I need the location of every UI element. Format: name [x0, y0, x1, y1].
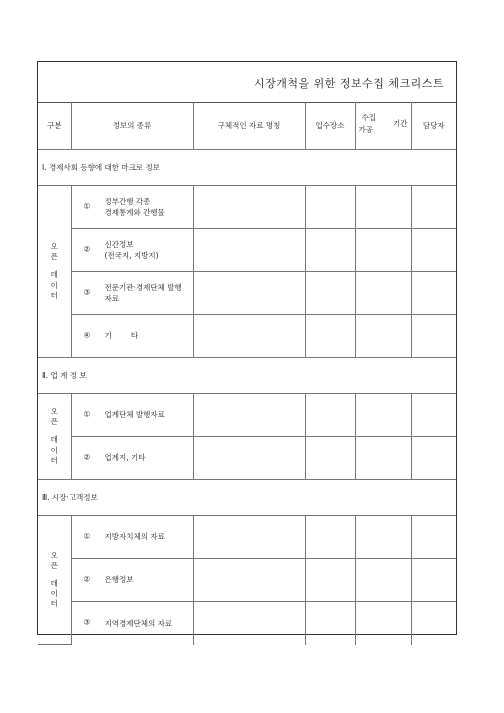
collect-period-cell[interactable]: [355, 516, 411, 559]
table-row: [38, 186, 456, 229]
group-label-char: 픈: [50, 417, 58, 427]
group-label-char: 오: [50, 242, 58, 252]
group-label-char: 터: [50, 290, 58, 300]
checklist-table: [38, 102, 456, 645]
header-location: 입수장소: [305, 102, 355, 150]
item-number: ①: [83, 409, 91, 419]
item-label: 전문기관·경제단체 발행: [104, 282, 182, 292]
source-name-cell[interactable]: [193, 272, 305, 315]
collect-period-cell[interactable]: [355, 602, 411, 645]
table-row: [38, 516, 456, 559]
item-label: 기 타: [104, 331, 139, 341]
location-cell[interactable]: [305, 394, 355, 437]
location-cell[interactable]: [305, 186, 355, 229]
source-name-cell[interactable]: [193, 437, 305, 480]
group-label-open-data: [38, 516, 71, 645]
group-label-open-data: [38, 394, 71, 480]
item-label: 지방자치체의 자료: [104, 532, 165, 542]
location-cell[interactable]: [305, 559, 355, 602]
group-label-char: 오: [50, 550, 58, 560]
section-title: Ⅰ. 경제사회 동향에 대한 마크로 정보: [38, 150, 456, 186]
collect-period-cell[interactable]: [355, 559, 411, 602]
group-label-char: 이: [50, 280, 58, 290]
info-type-cell: [71, 272, 193, 315]
source-name-cell[interactable]: [193, 315, 305, 358]
source-name-cell[interactable]: [193, 186, 305, 229]
header-period: 기간: [393, 119, 408, 128]
group-label-open-data: [38, 186, 71, 358]
page-title: 시장개척을 위한 정보수집 체크리스트: [253, 77, 444, 90]
source-name-cell[interactable]: [193, 394, 305, 437]
table-row: [38, 272, 456, 315]
item-label: 업계단체 발행자료: [104, 410, 165, 420]
source-name-cell[interactable]: [193, 516, 305, 559]
checklist-sheet: [37, 61, 457, 635]
item-label: 정부간행 각종: [104, 196, 151, 206]
table-row: [38, 437, 456, 480]
location-cell[interactable]: [305, 229, 355, 272]
manager-cell[interactable]: [411, 516, 456, 559]
item-label: (전국지, 지방지): [104, 251, 159, 260]
item-label: 신간정보: [104, 239, 134, 249]
manager-cell[interactable]: [411, 272, 456, 315]
item-number: ①: [83, 531, 91, 541]
group-label-char: 이: [50, 445, 58, 455]
section-header-row: [38, 150, 456, 186]
item-number: ②: [83, 452, 91, 462]
group-label-char: 픈: [50, 560, 58, 570]
manager-cell[interactable]: [411, 602, 456, 645]
location-cell[interactable]: [305, 516, 355, 559]
source-name-cell[interactable]: [193, 602, 305, 645]
group-label-char: 오: [50, 407, 58, 417]
collect-period-cell[interactable]: [355, 394, 411, 437]
manager-cell[interactable]: [411, 186, 456, 229]
item-label: 은행정보: [104, 575, 134, 585]
location-cell[interactable]: [305, 315, 355, 358]
info-type-cell: [71, 229, 193, 272]
manager-cell[interactable]: [411, 315, 456, 358]
header-info-type: 정보의 종류: [71, 102, 193, 150]
group-label-char: 데: [50, 578, 58, 588]
source-name-cell[interactable]: [193, 559, 305, 602]
collect-period-cell[interactable]: [355, 272, 411, 315]
item-label: 자료: [104, 294, 119, 303]
header-collect: 수집: [361, 113, 376, 122]
item-label: 지역경제단체의 자료: [104, 618, 173, 628]
section-title: Ⅱ. 업 계 정 보: [38, 358, 456, 394]
item-number: ②: [83, 574, 91, 584]
header-process: 가공: [358, 125, 373, 134]
section-header-row: [38, 358, 456, 394]
location-cell[interactable]: [305, 602, 355, 645]
table-row: [38, 315, 456, 358]
group-label-char: 데: [50, 270, 58, 280]
manager-cell[interactable]: [411, 394, 456, 437]
table-row: [38, 229, 456, 272]
item-number: ①: [83, 201, 91, 211]
item-number: ④: [83, 330, 91, 340]
section-title: Ⅲ. 시장·고객정보: [38, 480, 456, 516]
group-label-char: 이: [50, 589, 58, 599]
manager-cell[interactable]: [411, 437, 456, 480]
group-label-char: 픈: [50, 252, 58, 262]
header-category: 구분: [38, 102, 71, 150]
manager-cell[interactable]: [411, 229, 456, 272]
group-label-char: [41, 571, 68, 579]
header-collect-period: [355, 102, 411, 150]
info-type-cell: [71, 315, 193, 358]
table-row: [38, 394, 456, 437]
info-type-cell: [71, 437, 193, 480]
header-manager: 담당자: [411, 102, 456, 150]
info-type-cell: [71, 602, 193, 645]
item-label: 경제통계와 간행물: [104, 208, 165, 217]
table-row: [38, 602, 456, 645]
location-cell[interactable]: [305, 272, 355, 315]
header-source-name: 구체적인 자료 명칭: [193, 102, 305, 150]
table-row: [38, 559, 456, 602]
item-number: ③: [83, 617, 91, 627]
group-label-char: 터: [50, 455, 58, 465]
item-number: ②: [83, 244, 91, 254]
info-type-cell: [71, 186, 193, 229]
collect-period-cell[interactable]: [355, 437, 411, 480]
item-label: 업계지, 기타: [104, 453, 146, 463]
location-cell[interactable]: [305, 437, 355, 480]
title-row: [38, 62, 456, 103]
info-type-cell: [71, 394, 193, 437]
collect-period-cell[interactable]: [355, 186, 411, 229]
collect-period-cell[interactable]: [355, 229, 411, 272]
group-label-char: 데: [50, 435, 58, 445]
info-type-cell: [71, 559, 193, 602]
section-header-row: [38, 480, 456, 516]
source-name-cell[interactable]: [193, 229, 305, 272]
collect-period-cell[interactable]: [355, 315, 411, 358]
header-row: [38, 102, 456, 150]
group-label-char: 터: [50, 599, 58, 609]
manager-cell[interactable]: [411, 559, 456, 602]
item-number: ③: [83, 287, 91, 297]
info-type-cell: [71, 516, 193, 559]
